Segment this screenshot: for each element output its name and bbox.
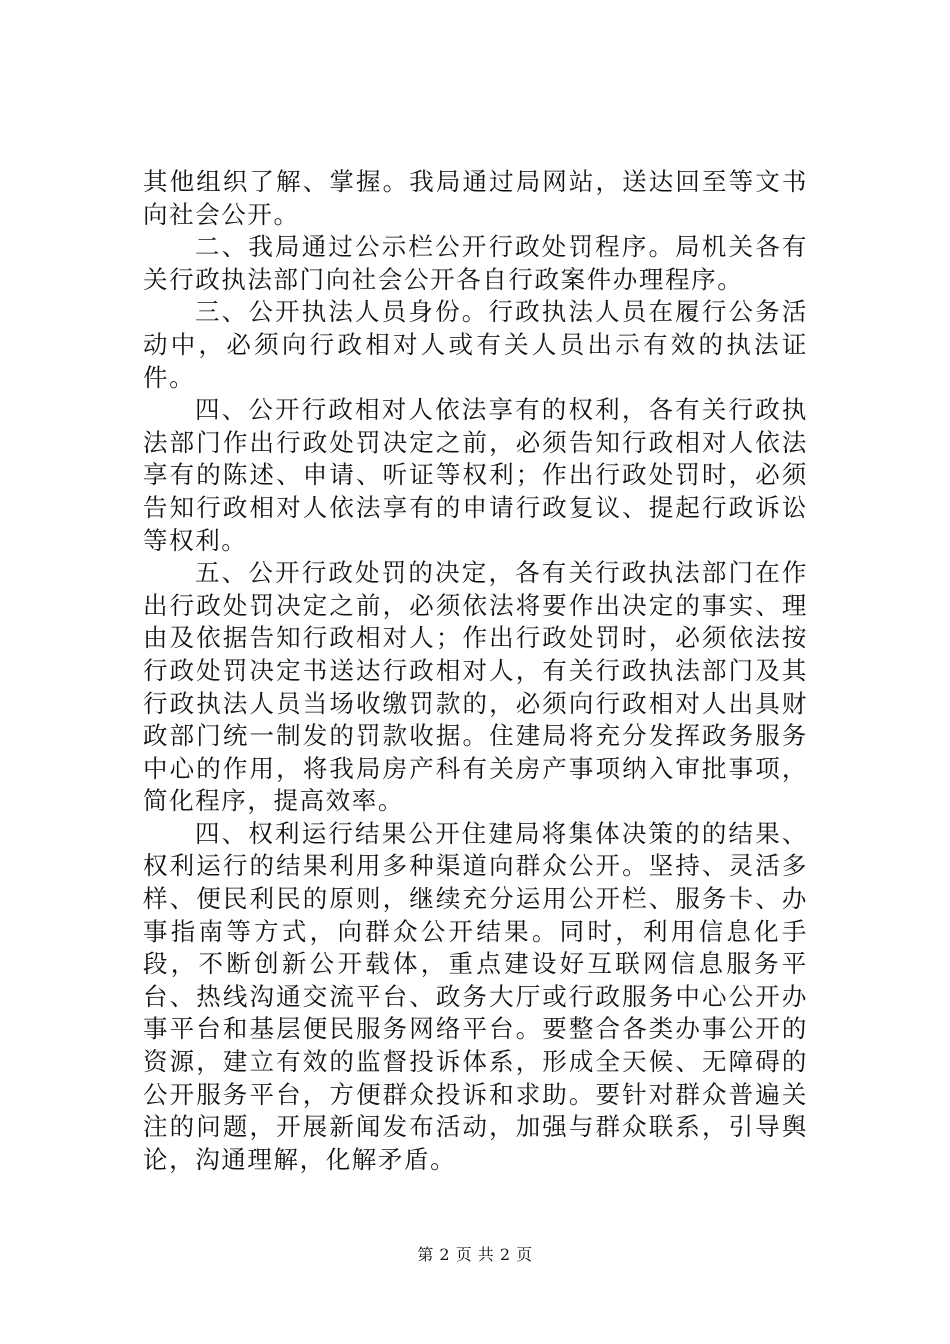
page-number-footer: 第 2 页 共 2 页 [417, 1245, 533, 1264]
paragraph-counterparty-rights: 四、公开行政相对人依法享有的权利，各有关行政执法部门作出行政处罚决定之前，必须告知行政相对人依法享有的陈述、申请、听证等权利；作出行政处罚时，必须告知行政相对人依法享有的申请行政复议、提起行政诉讼等权利。 [143, 395, 808, 555]
paragraph-continuation: 其他组织了解、掌握。我局通过局网站，送达回至等文书向社会公开。 [143, 167, 808, 229]
paragraph-penalty-procedure: 二、我局通过公示栏公开行政处罚程序。局机关各有关行政执法部门向社会公开各自行政案件办理程序。 [143, 232, 808, 294]
paragraph-officer-identity: 三、公开执法人员身份。行政执法人员在履行公务活动中，必须向行政相对人或有关人员出示有效的执法证件。 [143, 297, 808, 392]
paragraph-power-results: 四、权利运行结果公开住建局将集体决策的的结果、权利运行的结果利用多种渠道向群众公开。坚持、灵活多样、便民利民的原则，继续充分运用公开栏、服务卡、办事指南等方式，向群众公开结果。同时，利用信息化手段，不断创新公开载体，重点建设好互联网信息服务平台、热线沟通交流平台、政务大厅或行政服务中心公开办事平台和基层便民服务网络平台。要整合各类办事公开的资源，建立有效的监督投诉体系，形成全天候、无障碍的公开服务平台，方便群众投诉和求助。要针对群众普遍关注的问题，开展新闻发布活动，加强与群众联系，引导舆论，沟通理解，化解矛盾。 [143, 818, 808, 1174]
paragraph-penalty-decision: 五、公开行政处罚的决定，各有关行政执法部门在作出行政处罚决定之前，必须依法将要作出决定的事实、理由及依据告知行政相对人；作出行政处罚时，必须依法按行政处罚决定书送达行政相对人，有关行政执法部门及其行政执法人员当场收缴罚款的，必须向行政相对人出具财政部门统一制发的罚款收据。住建局将充分发挥政务服务中心的作用，将我局房产科有关房产事项纳入审批事项，简化程序，提高效率。 [143, 558, 808, 816]
document-body [143, 166, 808, 1176]
